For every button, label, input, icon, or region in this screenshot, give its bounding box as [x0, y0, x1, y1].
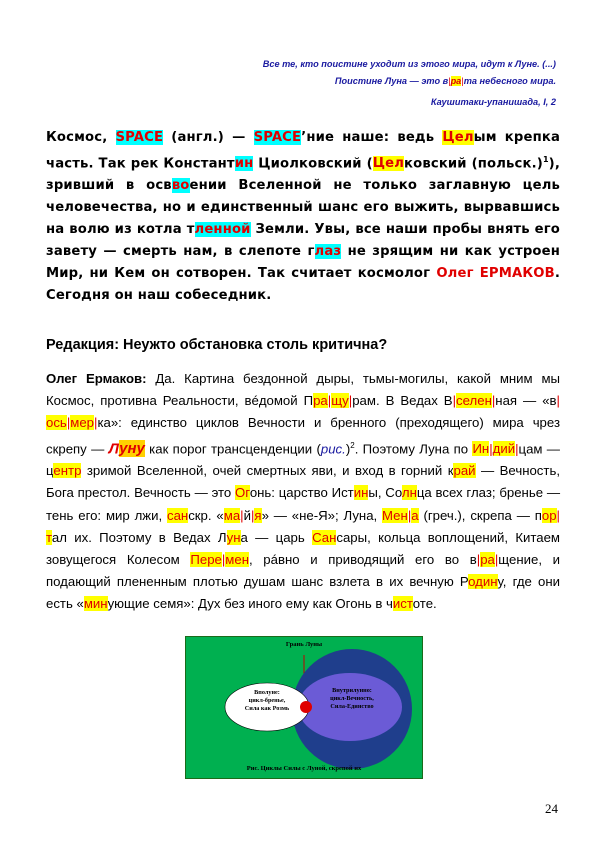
text: цам — ц — [46, 441, 560, 479]
text: рам. В Ведах В — [352, 393, 453, 409]
text: щение, и подающий плененным плотью душам шанс взлета в их вечную Р — [46, 552, 560, 590]
text: ении Вселенной не только заглавную цель человечества, но и единственный шанс его выжить, вырвавшись на волю из котла т — [46, 178, 560, 238]
luna-highlight: уну — [119, 440, 145, 457]
highlight-space: SPACE — [115, 130, 164, 145]
footnote-ref[interactable]: 1 — [542, 155, 549, 164]
epigraph-line-1: Все те, кто поистине уходит из этого мира, идут к Луне. (...) — [262, 59, 556, 69]
editorial-question: Редакция: Неужто обстановка столь критична? — [46, 337, 388, 353]
highlight: Цел — [372, 156, 405, 172]
text: » — «не-Я»; Луна, — [261, 507, 383, 523]
highlight: ма — [223, 507, 241, 523]
text: (англ.) — — [163, 130, 254, 145]
label-line: Вполуне: — [254, 689, 280, 696]
figure-right-label — [308, 687, 396, 711]
epigraph-text: в — [442, 76, 449, 86]
highlight: Сан — [312, 529, 337, 545]
highlight: ра — [313, 393, 328, 409]
text: у, где они есть « — [46, 574, 560, 612]
figure-ref[interactable]: рис. — [320, 441, 346, 456]
highlight: а — [411, 507, 419, 523]
highlight: я — [254, 507, 262, 523]
text: Космос, — [46, 130, 116, 145]
highlight: ра — [480, 552, 495, 568]
highlight: дий — [492, 441, 516, 456]
highlight: ось — [46, 415, 67, 431]
highlight: ун — [226, 529, 241, 545]
text: ковский (польск.) — [404, 156, 543, 172]
highlight: Пере — [190, 552, 222, 568]
highlight: мен — [225, 552, 249, 568]
text: зримой Вселенной, очей смертных яви, и вход в горний к — [81, 463, 454, 479]
highlight: ин — [353, 485, 369, 501]
text: онь: царство Ист — [249, 485, 354, 501]
label-line: Сила-Единство — [330, 703, 374, 710]
text: ка»: единство циклов Вечности и бренного (преходящего) мира чрез скрепу — — [46, 415, 560, 456]
epigraph-source: Каушитаки-упанишада, I, 2 — [430, 97, 556, 107]
text: Циолковский ( — [253, 156, 373, 172]
epigraph — [36, 56, 556, 111]
highlight: мер — [70, 415, 94, 431]
text: . Поэтому Луна по — [354, 441, 473, 456]
figure-left-label — [226, 689, 308, 713]
highlight: сан — [166, 507, 189, 523]
highlight: лаз — [314, 244, 342, 260]
text: , рáвно и приводящий его во в — [248, 552, 477, 568]
highlight: Ин — [472, 441, 490, 456]
epigraph-text: Поистине Луна — это — [334, 76, 443, 86]
text: й — [243, 507, 251, 523]
text: . Сегодня он наш собеседник. — [46, 266, 561, 304]
text: сары, кольца воплощений, Китаем зовущегося Колесом — [46, 529, 560, 568]
highlight: ленной — [194, 222, 251, 238]
text: Земли. Увы, все наши пробы внять его завету — смерть нам, в слепоте г — [46, 222, 561, 260]
highlight: Мен — [382, 507, 408, 523]
text: как порог трансценденции ( — [144, 441, 321, 456]
highlight: селен — [456, 393, 492, 409]
highlight-space: SPACE — [253, 130, 302, 145]
text: ), зривший в осв — [46, 156, 561, 194]
text: ым крепка часть. Так рек Констант — [46, 130, 560, 172]
epigraph-line-2: Поистине Луна — это в|ра|та небесного мира. — [334, 76, 556, 86]
label-line: цикл-бренье, — [248, 697, 286, 704]
figure-top-label: Грань Луны — [285, 641, 323, 648]
label-line: цикл-Вечность, — [330, 695, 374, 702]
luna-highlight: Л — [108, 440, 120, 457]
figure-caption: Рис. Циклы Силы с Луной, скрепой их — [246, 765, 362, 772]
text: а — царь — [240, 529, 313, 545]
highlight: ор — [541, 507, 557, 523]
highlight: ист — [392, 596, 413, 612]
highlight: Ог — [235, 485, 250, 501]
highlight: мин — [83, 596, 108, 612]
label-line: Внутрилунно: — [332, 687, 372, 694]
highlight: рай — [453, 463, 476, 479]
highlight: ентр — [53, 463, 82, 479]
label-line: Сила как Розмь — [244, 705, 290, 712]
text: ца всех глаз; бренье — тень его: мир лжи, — [46, 485, 561, 523]
text: ) — [345, 441, 351, 456]
moon-cycles-figure — [185, 636, 423, 779]
text: ал их. Поэтому в Ведах Л — [51, 529, 227, 545]
text: — Вечность, Бога престол. Вечность — это — [46, 463, 560, 501]
epigraph-highlight: ра — [450, 76, 462, 86]
highlight: во — [171, 178, 190, 194]
highlight: т — [46, 529, 52, 545]
answer-paragraph: Олег Ермаков: Да. Картина бездонной дыры, тьмы-могилы, какой мним мы Космос, противна Реальности, вéдомой Пра|щу|рам. В Ведах В|селен|ная — «в|ось|мер|ка»: единство циклов Вечности и бренного (преходящего) мира чрез скрепу — Луну как порог трансценденции $(рис.)^2$. Поэтому Луна по Ин|дий|цам — центр зримой Вселенной, очей смертных яви, и вход в горний край — Вечность, Бога престол. Вечность — это Огонь: царство Истины, Солнца всех глаз; бренье — тень его: мир лжи, санскр. «ма|й|я» — «не-Я»; Луна, Мен|а (греч.), скрепа — пор|тал их. Поэтому в Ведах Луна — царь Сансары, кольца воплощений, Китаем зовущегося Колесом Пере|мен, рáвно и приводящий его во в|ра|щение, и подающий плененным плотью душам шанс взлета в их вечную Родину, где они есть «минующие семя»: Дух без иного ему как Огонь в чистоте. — [46, 371, 561, 612]
text: ы, Со — [368, 485, 402, 501]
text: ующие семя»: Дух без иного ему как Огонь в ч — [107, 596, 393, 612]
intro-paragraph — [46, 127, 560, 307]
text: ’ние наше: ведь — [301, 130, 443, 145]
text: скр. « — [188, 507, 224, 523]
author-name: Олег ЕРМАКОВ — [436, 266, 555, 282]
text: ная — «в — [495, 393, 557, 409]
highlight: лн — [401, 485, 417, 501]
text: оте. — [412, 596, 437, 612]
text: (греч.), скрепа — п — [418, 507, 542, 523]
highlight: один — [468, 574, 498, 590]
text: не зрящим ни как устроен Мир, ни Кем он сотворен. Так считает космолог — [46, 244, 560, 282]
page-number: 24 — [545, 801, 558, 816]
highlight: ин — [234, 156, 254, 172]
highlight: щу — [331, 393, 349, 409]
text: Да. Картина бездонной дыры, тьмы-могилы, какой мним мы Космос, противна Реальности, вéдомой П — [46, 371, 560, 409]
footnote-ref[interactable]: 2 — [350, 440, 355, 450]
highlight: Цел — [442, 130, 474, 145]
speaker-name: Олег Ермаков: — [46, 371, 147, 386]
epigraph-text: та небесного мира. — [463, 76, 556, 86]
